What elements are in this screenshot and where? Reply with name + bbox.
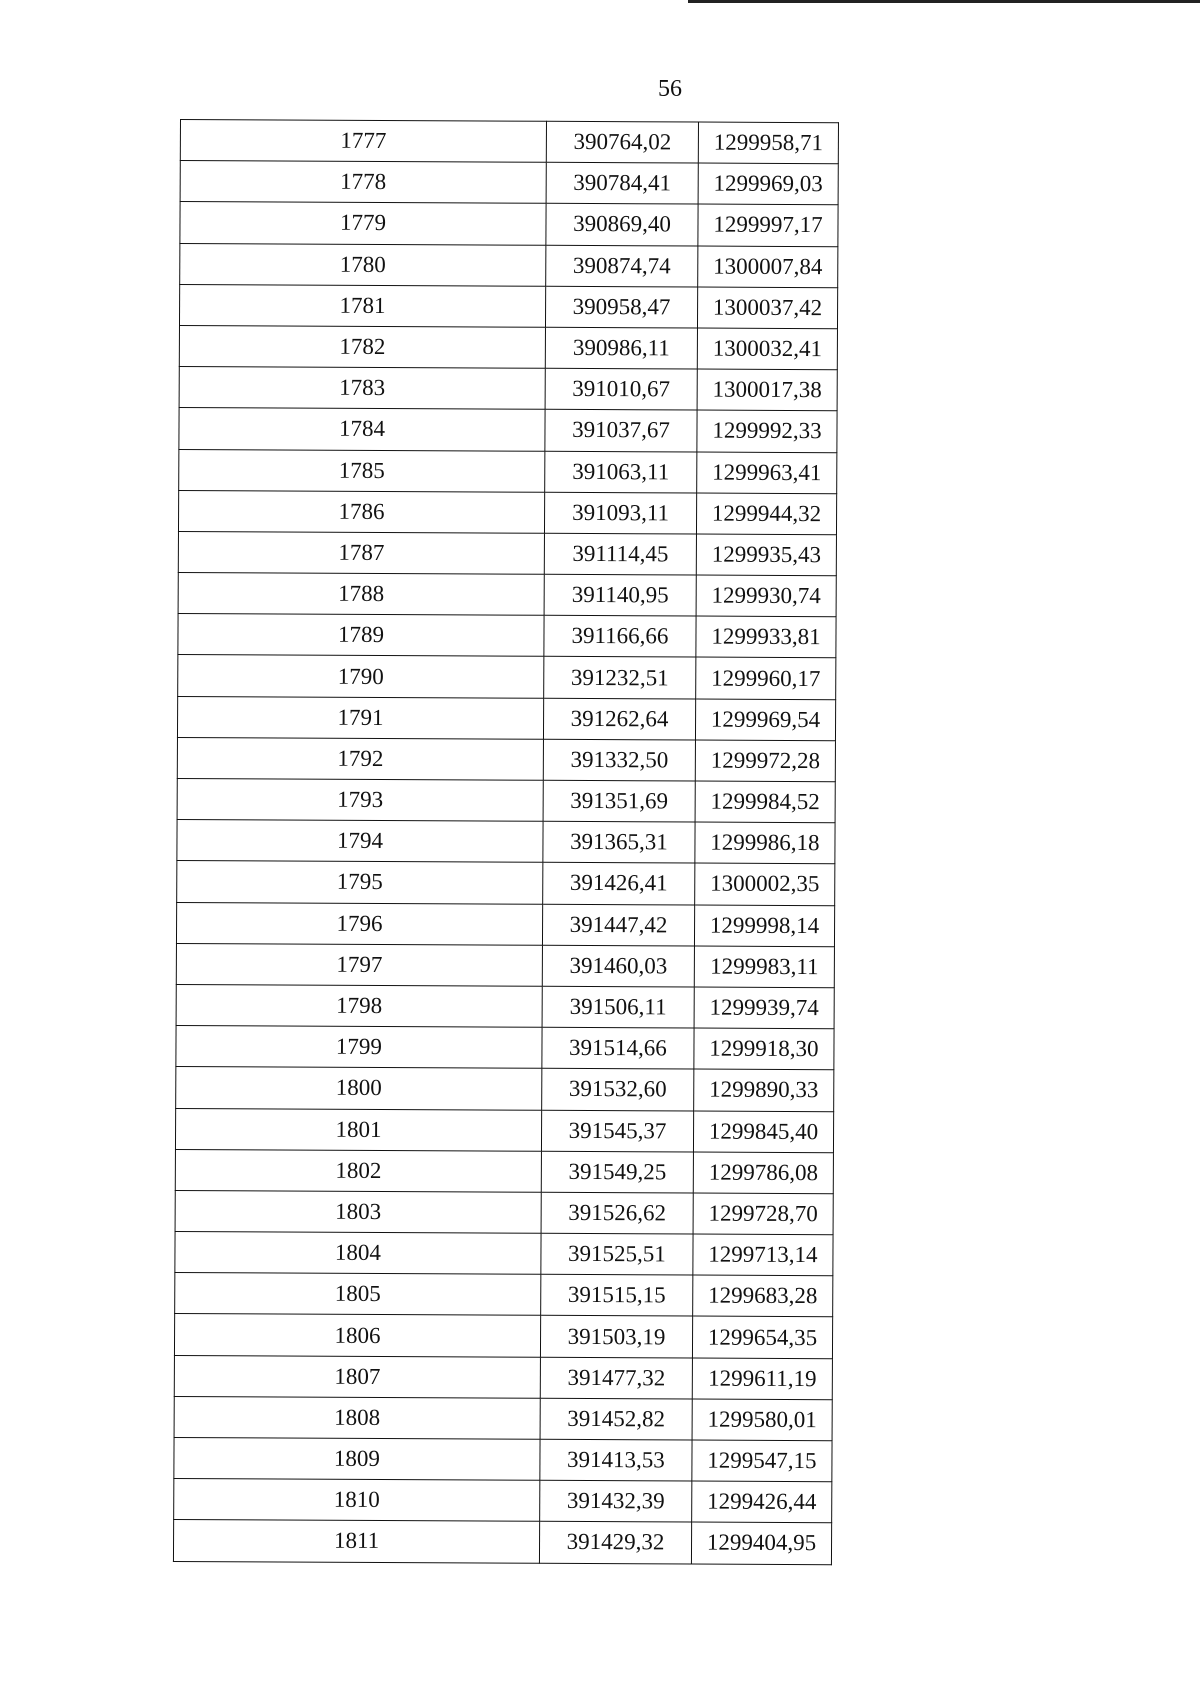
point-number-cell: 1798 [176, 984, 542, 1027]
y-coordinate-cell: 1299992,33 [697, 410, 837, 452]
table-row [178, 655, 836, 699]
x-coordinate-cell: 390986,11 [545, 327, 697, 369]
x-coordinate-cell: 391262,64 [543, 698, 695, 740]
y-coordinate-cell: 1299944,32 [696, 493, 836, 535]
y-coordinate-cell: 1299963,41 [697, 452, 837, 494]
y-coordinate-cell: 1300002,35 [695, 863, 835, 905]
y-coordinate-cell: 1299983,11 [694, 946, 834, 988]
x-coordinate-cell: 391063,11 [545, 451, 697, 493]
point-number-cell: 1800 [176, 1067, 542, 1110]
y-coordinate-cell: 1299580,01 [692, 1399, 832, 1441]
point-number-cell: 1796 [176, 902, 542, 945]
point-number-cell: 1779 [180, 202, 546, 245]
table-row [173, 1520, 831, 1564]
x-coordinate-cell: 391232,51 [544, 657, 696, 699]
y-coordinate-cell: 1299939,74 [694, 987, 834, 1029]
table-row [177, 820, 835, 864]
x-coordinate-cell: 391525,51 [541, 1233, 693, 1275]
point-number-cell: 1802 [175, 1149, 541, 1192]
table-row [176, 1026, 834, 1070]
x-coordinate-cell: 391114,45 [544, 533, 696, 575]
table-row [178, 573, 836, 617]
x-coordinate-cell: 391432,39 [540, 1480, 692, 1522]
table-row [177, 778, 835, 822]
x-coordinate-cell: 390764,02 [546, 121, 698, 163]
x-coordinate-cell: 390874,74 [546, 245, 698, 287]
point-number-cell: 1792 [177, 737, 543, 780]
x-coordinate-cell: 391532,60 [542, 1069, 694, 1111]
y-coordinate-cell: 1299958,71 [698, 122, 838, 164]
y-coordinate-cell: 1299728,70 [693, 1193, 833, 1235]
point-number-cell: 1777 [180, 120, 546, 163]
point-number-cell: 1791 [177, 696, 543, 739]
y-coordinate-cell: 1299935,43 [696, 534, 836, 576]
coordinates-table-body [173, 120, 838, 1565]
y-coordinate-cell: 1299611,19 [692, 1358, 832, 1400]
point-number-cell: 1807 [174, 1355, 540, 1398]
point-number-cell: 1795 [177, 861, 543, 904]
table-row [175, 1232, 833, 1276]
y-coordinate-cell: 1299918,30 [694, 1028, 834, 1070]
x-coordinate-cell: 391447,42 [542, 904, 694, 946]
table-row [180, 120, 838, 164]
y-coordinate-cell: 1299683,28 [693, 1275, 833, 1317]
table-row [179, 408, 837, 452]
x-coordinate-cell: 391426,41 [543, 863, 695, 905]
x-coordinate-cell: 391351,69 [543, 780, 695, 822]
y-coordinate-cell: 1300007,84 [698, 246, 838, 288]
point-number-cell: 1793 [177, 778, 543, 821]
table-row [178, 614, 836, 658]
top-border-line [688, 0, 1200, 3]
table-row [179, 284, 837, 328]
table-row [177, 737, 835, 781]
point-number-cell: 1786 [178, 490, 544, 533]
x-coordinate-cell: 391093,11 [544, 492, 696, 534]
x-coordinate-cell: 391549,25 [541, 1151, 693, 1193]
point-number-cell: 1782 [179, 325, 545, 368]
table-row [176, 984, 834, 1028]
y-coordinate-cell: 1299930,74 [696, 575, 836, 617]
point-number-cell: 1808 [174, 1396, 540, 1439]
x-coordinate-cell: 391332,50 [543, 739, 695, 781]
x-coordinate-cell: 391477,32 [540, 1357, 692, 1399]
y-coordinate-cell: 1299986,18 [695, 822, 835, 864]
table-row [174, 1479, 832, 1523]
point-number-cell: 1784 [179, 408, 545, 451]
table-row [179, 325, 837, 369]
point-number-cell: 1785 [179, 449, 545, 492]
y-coordinate-cell: 1300032,41 [697, 328, 837, 370]
table-row [178, 490, 836, 534]
x-coordinate-cell: 391503,19 [540, 1316, 692, 1358]
point-number-cell: 1794 [177, 820, 543, 863]
y-coordinate-cell: 1299997,17 [698, 204, 838, 246]
x-coordinate-cell: 391460,03 [542, 945, 694, 987]
table-row [179, 367, 837, 411]
y-coordinate-cell: 1299890,33 [694, 1069, 834, 1111]
x-coordinate-cell: 391506,11 [542, 986, 694, 1028]
point-number-cell: 1778 [180, 161, 546, 204]
y-coordinate-cell: 1300037,42 [697, 287, 837, 329]
table-row [180, 243, 838, 287]
y-coordinate-cell: 1299933,81 [696, 616, 836, 658]
point-number-cell: 1805 [175, 1273, 541, 1316]
x-coordinate-cell: 391037,67 [545, 410, 697, 452]
table-row [175, 1190, 833, 1234]
point-number-cell: 1810 [174, 1479, 540, 1522]
point-number-cell: 1797 [176, 943, 542, 986]
point-number-cell: 1790 [178, 655, 544, 698]
x-coordinate-cell: 391010,67 [545, 368, 697, 410]
point-number-cell: 1806 [174, 1314, 540, 1357]
x-coordinate-cell: 391429,32 [539, 1522, 691, 1564]
table-row [176, 902, 834, 946]
point-number-cell: 1799 [176, 1026, 542, 1069]
y-coordinate-cell: 1299786,08 [693, 1152, 833, 1194]
point-number-cell: 1788 [178, 573, 544, 616]
y-coordinate-cell: 1299426,44 [692, 1481, 832, 1523]
table-row [179, 449, 837, 493]
y-coordinate-cell: 1300017,38 [697, 369, 837, 411]
point-number-cell: 1803 [175, 1190, 541, 1233]
table-row [175, 1149, 833, 1193]
table-row [178, 531, 836, 575]
x-coordinate-cell: 391515,15 [541, 1275, 693, 1317]
x-coordinate-cell: 391140,95 [544, 574, 696, 616]
x-coordinate-cell: 390958,47 [545, 286, 697, 328]
table-row [174, 1355, 832, 1399]
y-coordinate-cell: 1299984,52 [695, 781, 835, 823]
table-row [174, 1396, 832, 1440]
point-number-cell: 1781 [179, 284, 545, 327]
table-row [174, 1437, 832, 1481]
point-number-cell: 1811 [173, 1520, 539, 1563]
table-row [177, 861, 835, 905]
y-coordinate-cell: 1299969,54 [695, 699, 835, 741]
y-coordinate-cell: 1299972,28 [695, 740, 835, 782]
y-coordinate-cell: 1299654,35 [692, 1316, 832, 1358]
point-number-cell: 1809 [174, 1437, 540, 1480]
y-coordinate-cell: 1299547,15 [692, 1440, 832, 1482]
x-coordinate-cell: 391545,37 [541, 1110, 693, 1152]
page-number: 56 [658, 76, 682, 102]
y-coordinate-cell: 1299845,40 [693, 1111, 833, 1153]
y-coordinate-cell: 1299998,14 [694, 905, 834, 947]
table-row [176, 943, 834, 987]
table-row [175, 1108, 833, 1152]
x-coordinate-cell: 391365,31 [543, 821, 695, 863]
y-coordinate-cell: 1299713,14 [693, 1234, 833, 1276]
x-coordinate-cell: 391514,66 [542, 1027, 694, 1069]
table-row [174, 1314, 832, 1358]
x-coordinate-cell: 390869,40 [546, 204, 698, 246]
point-number-cell: 1789 [178, 614, 544, 657]
table-row [176, 1067, 834, 1111]
coordinates-table [173, 119, 839, 1565]
table-row [180, 202, 838, 246]
x-coordinate-cell: 390784,41 [546, 162, 698, 204]
point-number-cell: 1783 [179, 367, 545, 410]
point-number-cell: 1787 [178, 531, 544, 574]
table-row [175, 1273, 833, 1317]
x-coordinate-cell: 391526,62 [541, 1192, 693, 1234]
y-coordinate-cell: 1299969,03 [698, 163, 838, 205]
point-number-cell: 1804 [175, 1232, 541, 1275]
table-row [180, 161, 838, 205]
table-row [177, 696, 835, 740]
x-coordinate-cell: 391413,53 [540, 1439, 692, 1481]
x-coordinate-cell: 391452,82 [540, 1398, 692, 1440]
y-coordinate-cell: 1299404,95 [691, 1522, 831, 1564]
x-coordinate-cell: 391166,66 [544, 616, 696, 658]
y-coordinate-cell: 1299960,17 [696, 657, 836, 699]
point-number-cell: 1801 [175, 1108, 541, 1151]
point-number-cell: 1780 [180, 243, 546, 286]
